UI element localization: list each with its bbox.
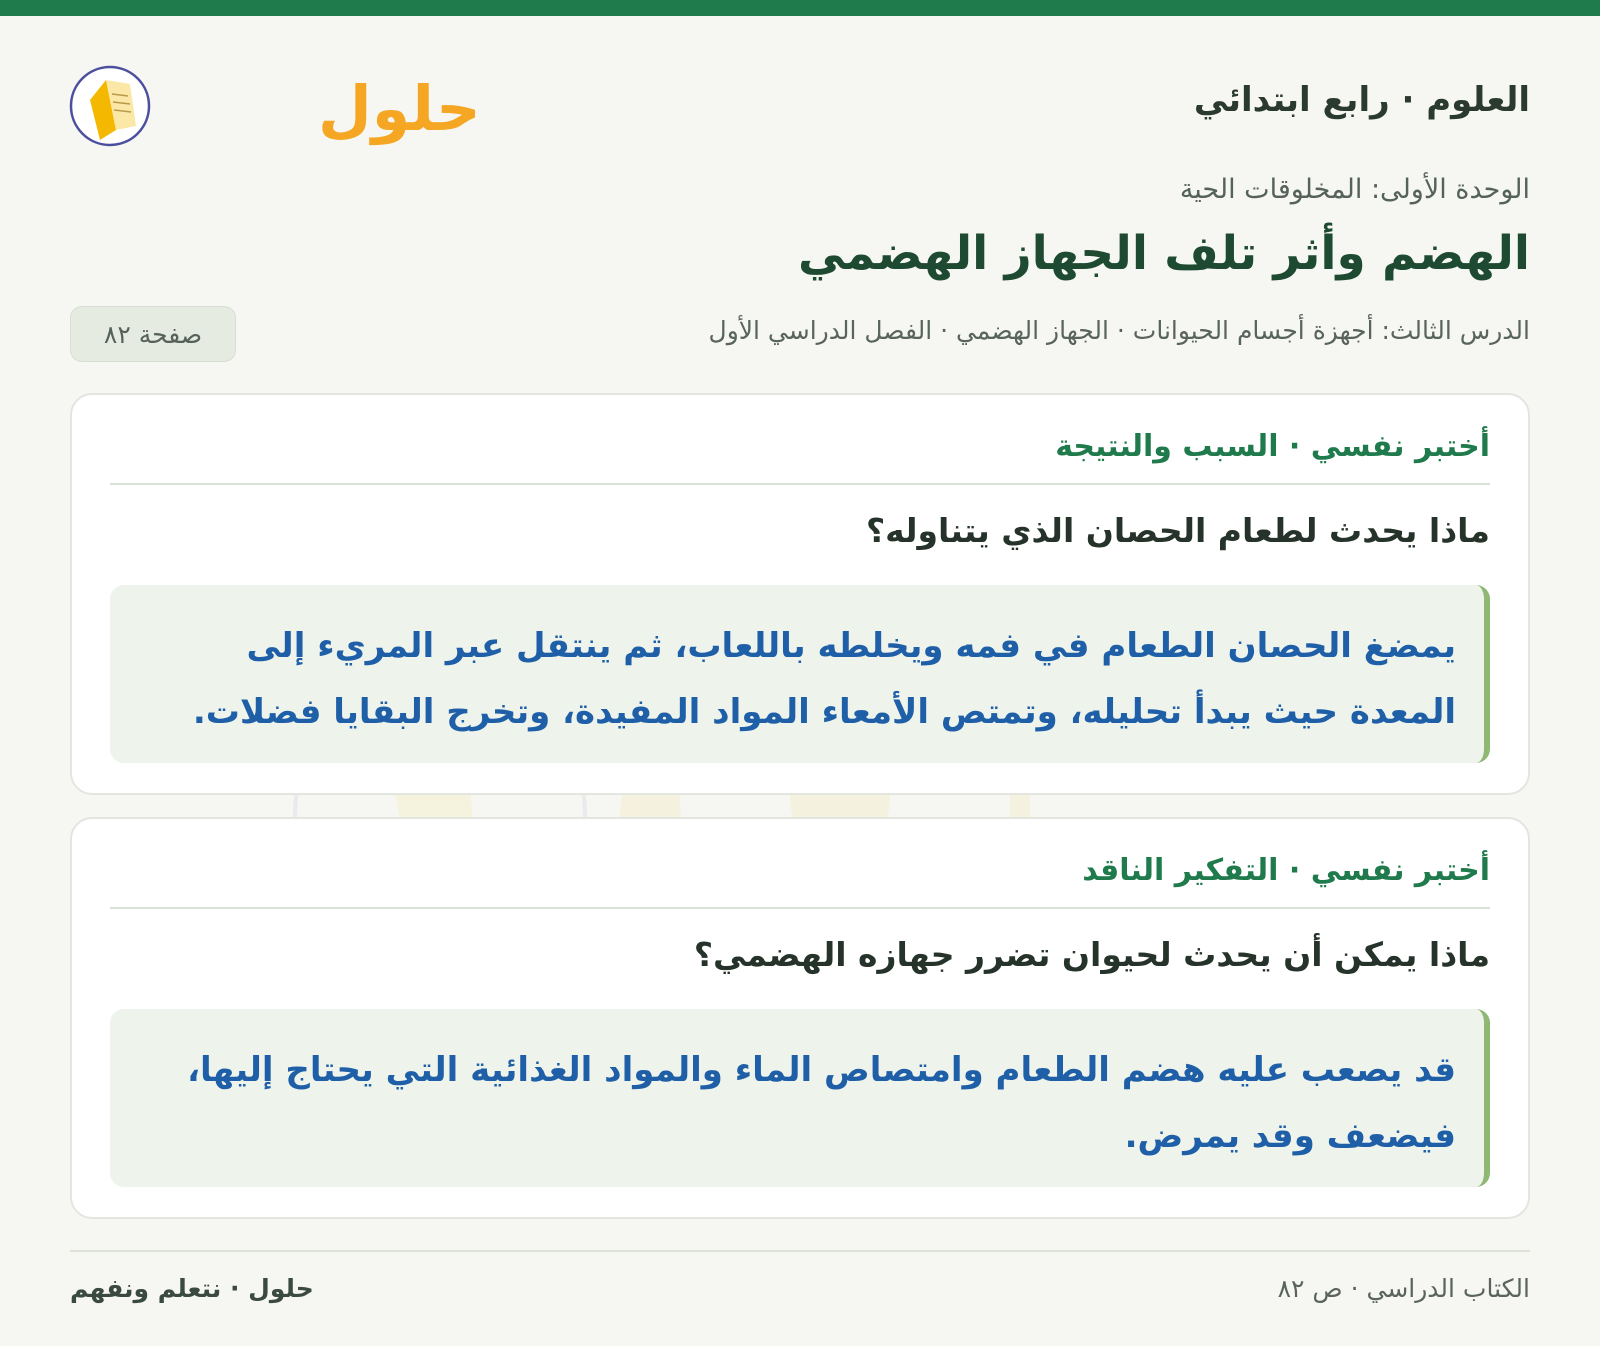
footer-brand[interactable]: حلول · نتعلم ونفهم: [70, 1274, 314, 1303]
subject-grade: العلوم · رابع ابتدائي: [1193, 80, 1530, 120]
question-card: [70, 817, 1530, 1219]
footer-source: الكتاب الدراسي · ص ٨٢: [1277, 1274, 1530, 1303]
answer-box: يمضغ الحصان الطعام في فمه ويخلطه باللعاب، ثم ينتقل عبر المريء إلى المعدة حيث يبدأ تحليله، وتمتص الأمعاء المواد المفيدة، وتخرج البقايا فضلات.: [110, 585, 1490, 763]
page-number-badge: صفحة ٨٢: [70, 306, 236, 362]
footer-divider: [70, 1250, 1530, 1252]
page-title: الهضم وأثر تلف الجهاز الهضمي: [798, 226, 1530, 281]
unit-label: الوحدة الأولى: المخلوقات الحية: [1179, 174, 1530, 205]
card-heading: أختبر نفسي · السبب والنتيجة: [110, 429, 1490, 485]
card-heading: أختبر نفسي · التفكير الناقد: [110, 853, 1490, 909]
lesson-breadcrumb: الدرس الثالث: أجهزة أجسام الحيوانات · الجهاز الهضمي · الفصل الدراسي الأول: [708, 316, 1530, 345]
question-text: ماذا يحدث لطعام الحصان الذي يتناوله؟: [865, 511, 1490, 550]
logo-text: حلول: [318, 72, 481, 145]
question-text: ماذا يمكن أن يحدث لحيوان تضرر جهازه الهضمي؟: [693, 935, 1490, 974]
logo-icon[interactable]: [70, 48, 481, 158]
top-accent-bar: [0, 0, 1600, 16]
page-header: [70, 48, 1530, 158]
question-card: [70, 393, 1530, 795]
answer-box: قد يصعب عليه هضم الطعام وامتصاص الماء والمواد الغذائية التي يحتاج إليها، فيضعف وقد يمرض.: [110, 1009, 1490, 1187]
